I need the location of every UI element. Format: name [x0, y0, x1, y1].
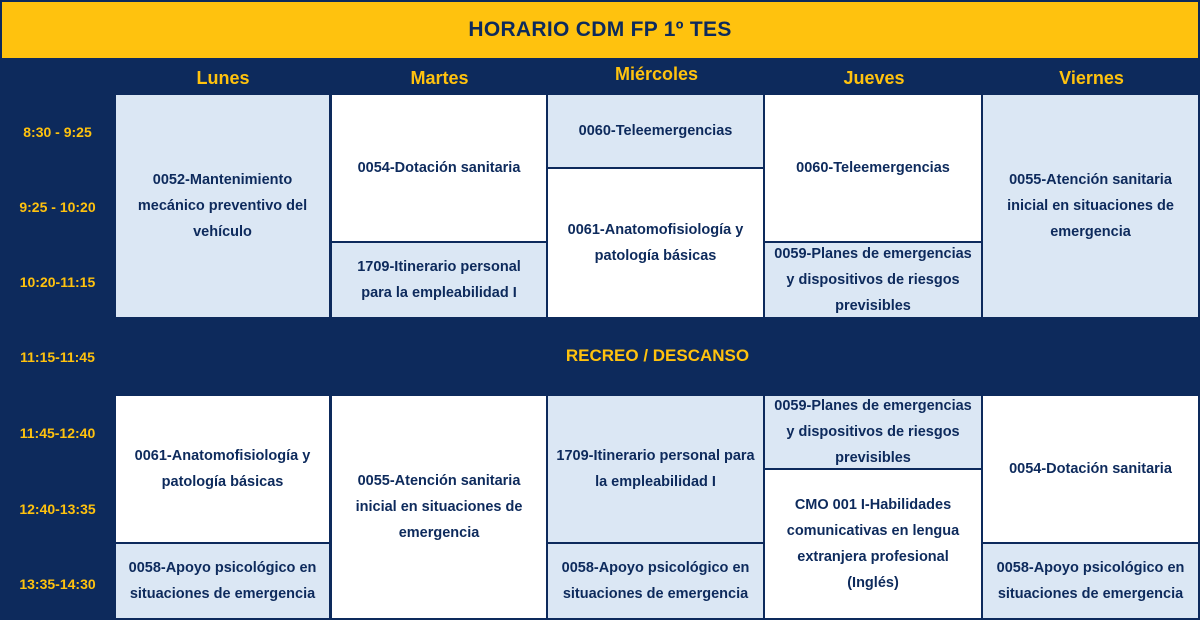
time-slot-3: 10:20-11:15 [19, 274, 96, 290]
class-cell: 0058-Apoyo psicológico en situaciones de emergencia [114, 542, 331, 620]
day-header-friday: Viernes [1059, 67, 1124, 88]
time-slot-5: 12:40-13:35 [19, 501, 96, 517]
class-cell: 0058-Apoyo psicológico en situaciones de emergencia [981, 542, 1200, 620]
class-cell: 0055-Atención sanitaria inicial en situaciones de emergencia [330, 394, 548, 620]
class-cell: 0055-Atención sanitaria inicial en situaciones de emergencia [981, 93, 1200, 319]
time-slot-4: 11:45-12:40 [19, 425, 96, 441]
class-cell: 0060-Teleemergencias [546, 93, 765, 169]
class-cell: 1709-Itinerario personal para la empleabilidad I [330, 241, 548, 319]
class-cell: CMO 001 I-Habilidades comunicativas en lengua extranjera profesional (Inglés) [763, 468, 983, 620]
class-cell: 0059-Planes de emergencias y dispositivos de riesgos previsibles [763, 241, 983, 319]
time-slot-6: 13:35-14:30 [19, 576, 96, 592]
day-header-wednesday: Miércoles [614, 63, 699, 84]
day-header-thursday: Jueves [843, 67, 905, 88]
day-header-monday: Lunes [196, 67, 250, 88]
class-cell: 0054-Dotación sanitaria [981, 394, 1200, 544]
time-slot-2: 9:25 - 10:20 [19, 199, 96, 215]
class-cell: 0058-Apoyo psicológico en situaciones de emergencia [546, 542, 765, 620]
class-cell: 0059-Planes de emergencias y dispositivos de riesgos previsibles [763, 394, 983, 470]
time-slot-break: 11:15-11:45 [20, 349, 95, 365]
class-cell: 0060-Teleemergencias [763, 93, 983, 243]
class-cell: 0054-Dotación sanitaria [330, 93, 548, 243]
class-cell: 0061-Anatomofisiología y patología básicas [546, 167, 765, 319]
break-label: RECREO / DESCANSO [565, 346, 750, 365]
class-cell: 1709-Itinerario personal para la empleabilidad I [546, 394, 765, 544]
schedule-title: HORARIO CDM FP 1º TES [0, 0, 1200, 60]
day-header-tuesday: Martes [410, 67, 469, 88]
class-cell: 0052-Mantenimiento mecánico preventivo del vehículo [114, 93, 331, 319]
time-slot-1: 8:30 - 9:25 [23, 124, 92, 140]
class-cell: 0061-Anatomofisiología y patología básicas [114, 394, 331, 544]
